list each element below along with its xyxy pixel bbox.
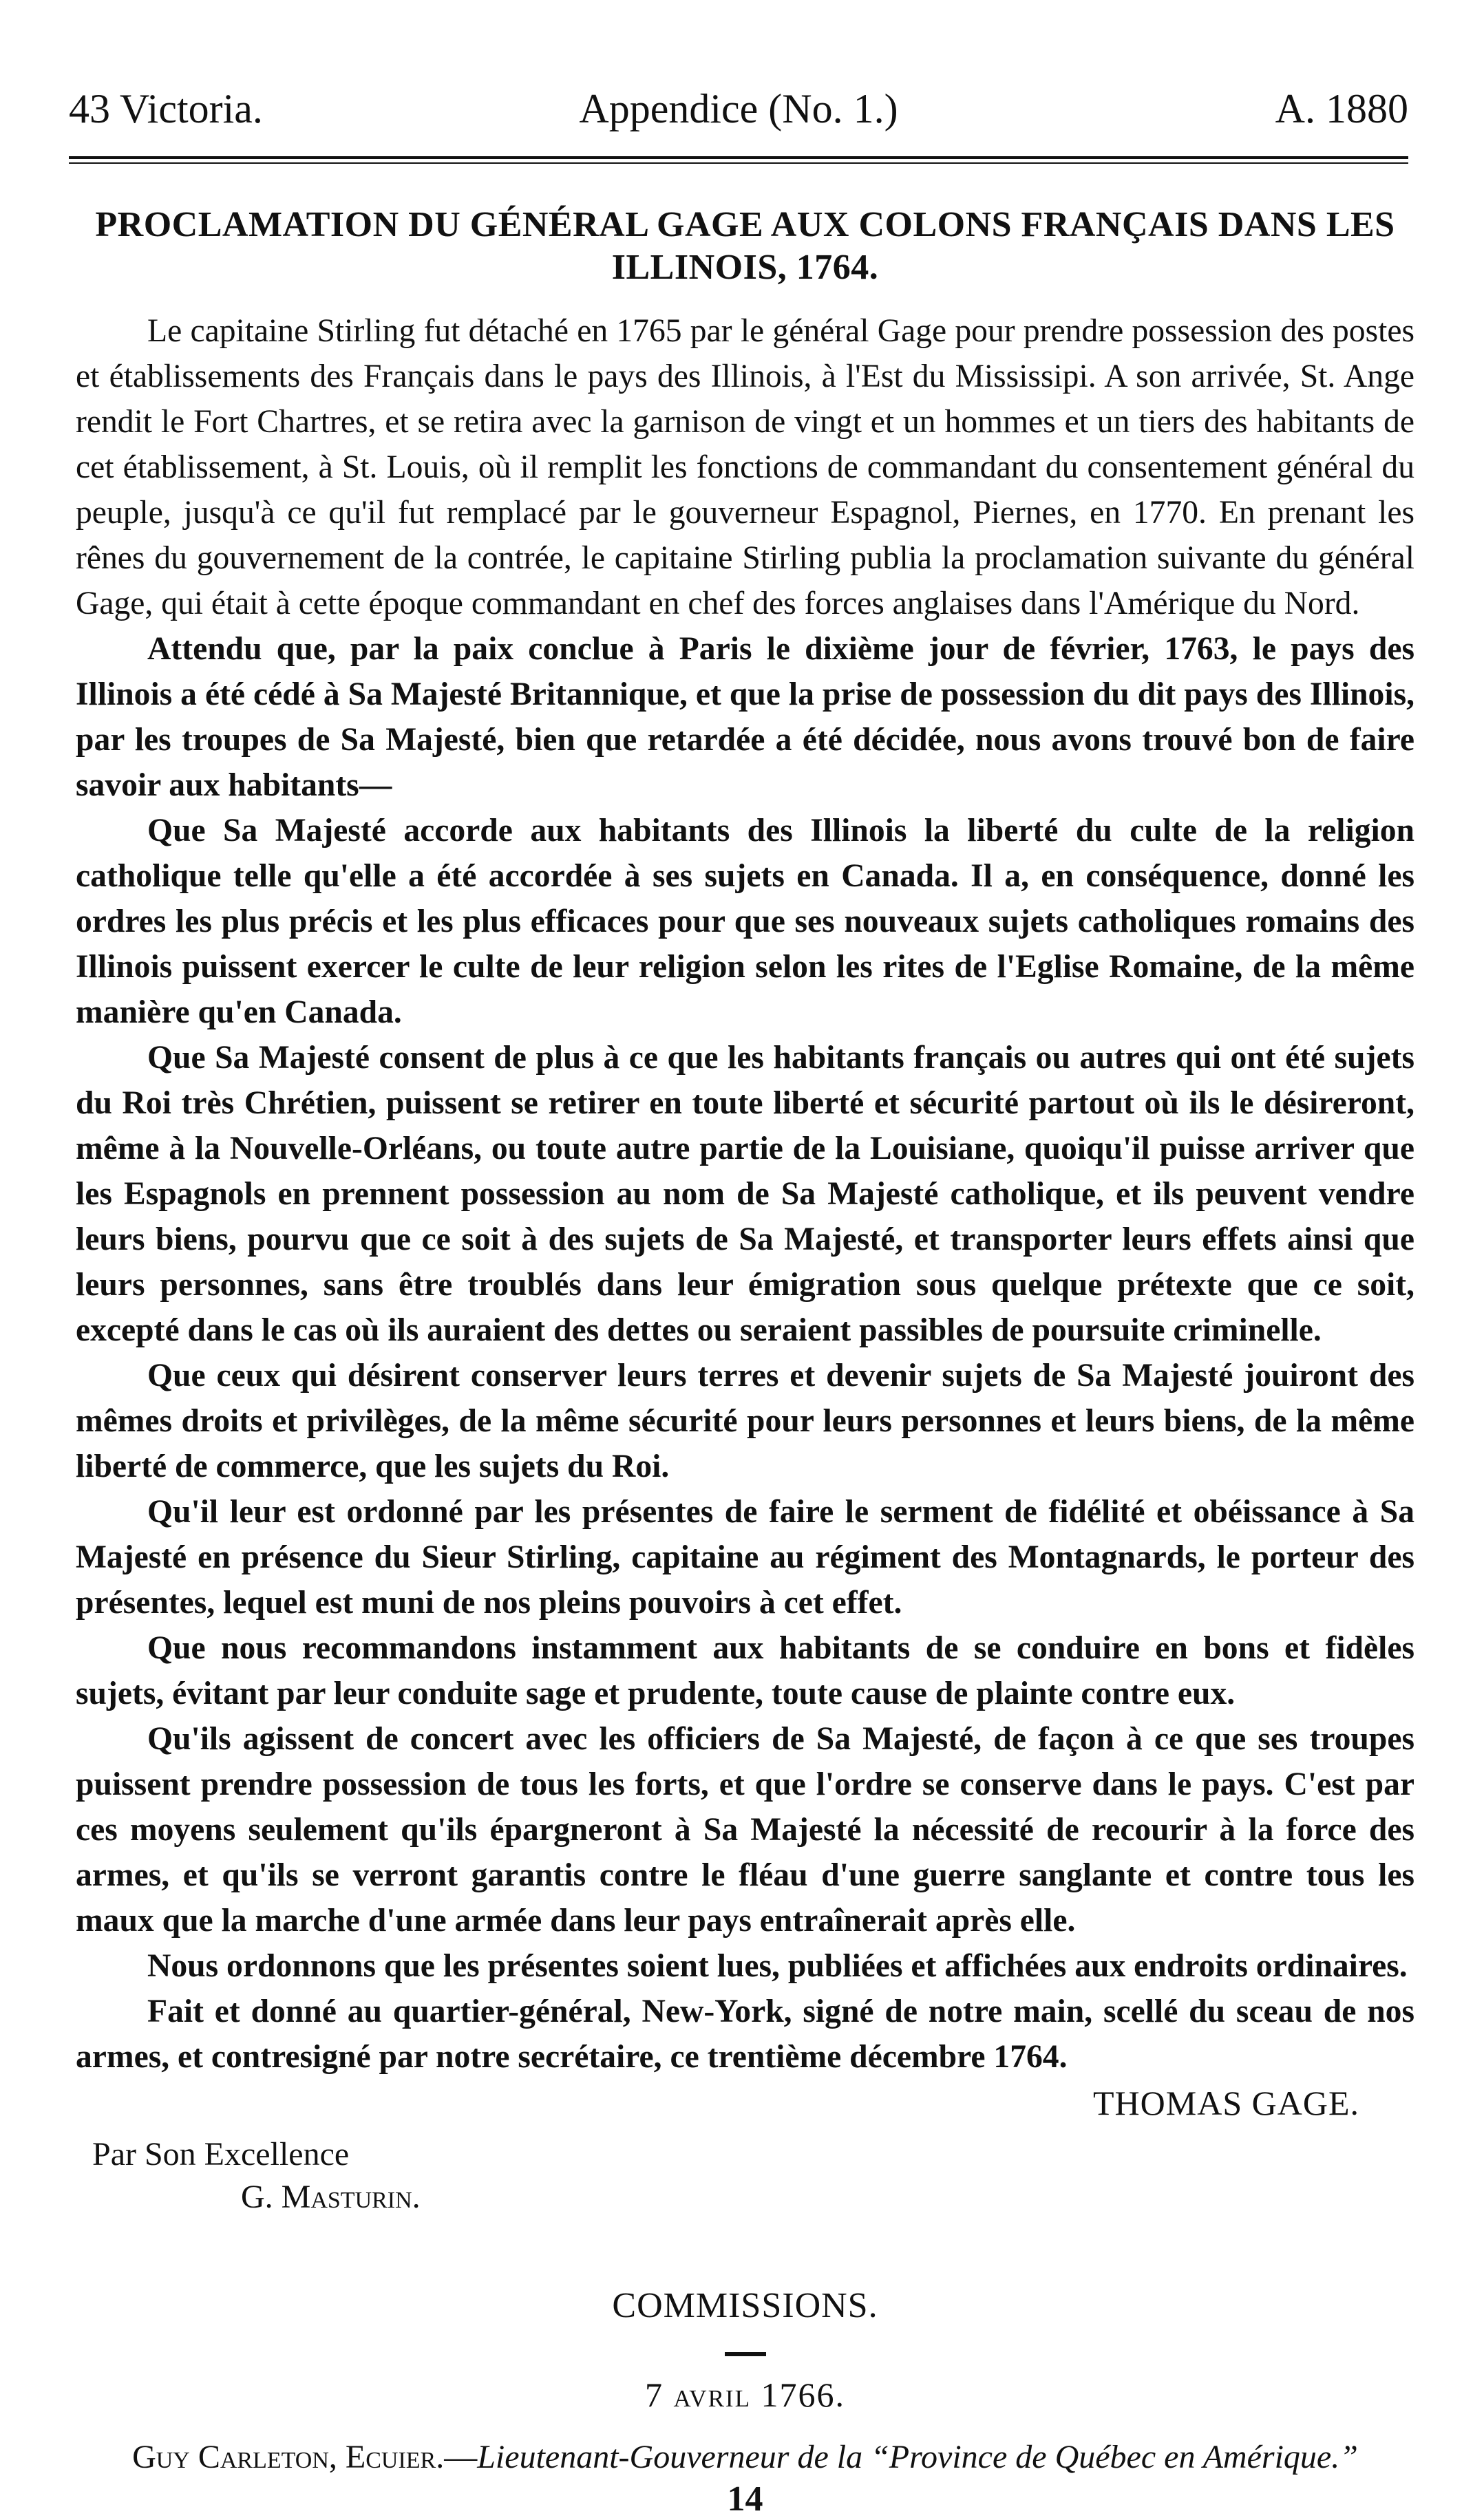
- proclamation-paragraph: Attendu que, par la paix conclue à Paris le dixième jour de février, 1763, le pays des Illinois a été cédé à Sa Majesté Britannique, et que la prise de possession du dit pays des Illinois, par les troupes de Sa Majesté, bien que retardée a été décidée, nous avons trouvé bon de faire savoir aux habitants—: [76, 631, 1414, 803]
- header-rule-thick: [69, 156, 1408, 159]
- proclamation-paragraph: Qu'ils agissent de concert avec les officiers de Sa Majesté, de façon à ce que ses troupes puissent prendre possession de tous les forts, et que l'ordre se conserve dans le pays. C'est par ces moyens seulement qu'ils épargneront à Sa Majesté la nécessité de recourir à la force des armes, et qu'ils se verront garantis contre le fléau d'une guerre sanglante et contre tous les maux que la marche d'une armée dans leur pays entraînerait après elle.: [76, 1721, 1414, 1939]
- proclamation-title: PROCLAMATION DU GÉNÉRAL GAGE AUX COLONS FRANÇAIS DANS LES ILLINOIS, 1764.: [95, 205, 1395, 287]
- commission-name: Guy Carleton, Ecuier.: [132, 2439, 445, 2475]
- countersign-name: G. Masturin.: [241, 2179, 421, 2215]
- commission-dash: —: [444, 2439, 478, 2475]
- document-body: [76, 204, 1414, 2520]
- signature-name: THOMAS GAGE.: [1093, 2084, 1359, 2122]
- running-header: [69, 81, 1408, 136]
- commission-description: Lieutenant-Gouverneur de la “Province de Québec en Amérique.”: [477, 2439, 1358, 2475]
- proclamation-paragraph: Que ceux qui désirent conserver leurs terres et devenir sujets de Sa Majesté jouiront des mêmes droits et privilèges, de la même sécurité pour leurs personnes et leurs biens, de la même liberté de commerce, que les sujets du Roi.: [76, 1358, 1414, 1484]
- proclamation-paragraph: Nous ordonnons que les présentes soient lues, publiées et affichées aux endroits ordinaires.: [147, 1948, 1408, 1984]
- header-year: A. 1880: [1275, 86, 1408, 131]
- header-volume: 43 Victoria.: [69, 86, 263, 131]
- commissions-heading: COMMISSIONS.: [612, 2286, 878, 2325]
- proclamation-paragraph: Qu'il leur est ordonné par les présentes de faire le serment de fidélité et obéissance à Sa Majesté en présence du Sieur Stirling, capitaine au régiment des Montagnards, le porteur des présentes, lequel est muni de nos pleins pouvoirs à cet effet.: [76, 1494, 1414, 1621]
- intro-paragraph: Le capitaine Stirling fut détaché en 1765 par le général Gage pour prendre possession des postes et établissements des Français dans le pays des Illinois, à l'Est du Mississipi. A son arrivée, St. Ange rendit le Fort Chartres, et se retira avec la garnison de vingt et un hommes et un tiers des habitants de cet établissement, à St. Louis, où il remplit les fonctions de commandant du consentement général du peuple, jusqu'à ce qu'il fut remplacé par le gouverneur Espagnol, Piernes, en 1770. En prenant les rênes du gouvernement de la contrée, le capitaine Stirling publia la proclamation suivante du général Gage, qui était à cette époque commandant en chef des forces anglaises dans l'Amérique du Nord.: [76, 313, 1414, 621]
- page-number: 14: [727, 2479, 763, 2519]
- section-divider: [725, 2352, 766, 2356]
- proclamation-paragraph: Que Sa Majesté accorde aux habitants des Illinois la liberté du culte de la religion catholique telle qu'elle a été accordée à ses sujets en Canada. Il a, en conséquence, donné les ordres les plus précis et les plus efficaces pour que ses nouveaux sujets catholiques romains des Illinois puissent exercer le culte de leur religion selon les rites de l'Eglise Romaine, de la même manière qu'en Canada.: [76, 813, 1414, 1030]
- commission-date: 7 avril 1766.: [645, 2375, 845, 2414]
- header-appendix: Appendice (No. 1.): [579, 86, 898, 131]
- header-rule-thin: [69, 162, 1408, 164]
- commission-entry: [76, 2436, 1414, 2479]
- proclamation-paragraph: Que nous recommandons instamment aux habitants de se conduire en bons et fidèles sujets, évitant par leur conduite sage et prudente, toute cause de plainte contre eux.: [76, 1630, 1414, 1711]
- proclamation-paragraph: Que Sa Majesté consent de plus à ce que les habitants français ou autres qui ont été sujets du Roi très Chrétien, puissent se retirer en toute liberté et sécurité partout où ils le désireront, même à la Nouvelle-Orléans, ou toute autre partie de la Louisiane, quoiqu'il puisse arriver que les Espagnols en prennent possession au nom de Sa Majesté catholique, et ils peuvent vendre leurs biens, pourvu que ce soit à des sujets de Sa Majesté, et transporter leurs effets ainsi que leurs personnes, sans être troublés dans leur émigration sous quelque prétexte que ce soit, excepté dans le cas où ils auraient des dettes ou seraient passibles de poursuite criminelle.: [76, 1040, 1414, 1348]
- proclamation-paragraph: Fait et donné au quartier-général, New-York, signé de notre main, scellé du sceau de nos armes, et contresigné par notre secrétaire, ce trentième décembre 1764.: [76, 1994, 1414, 2075]
- countersign-label: Par Son Excellence: [92, 2136, 350, 2172]
